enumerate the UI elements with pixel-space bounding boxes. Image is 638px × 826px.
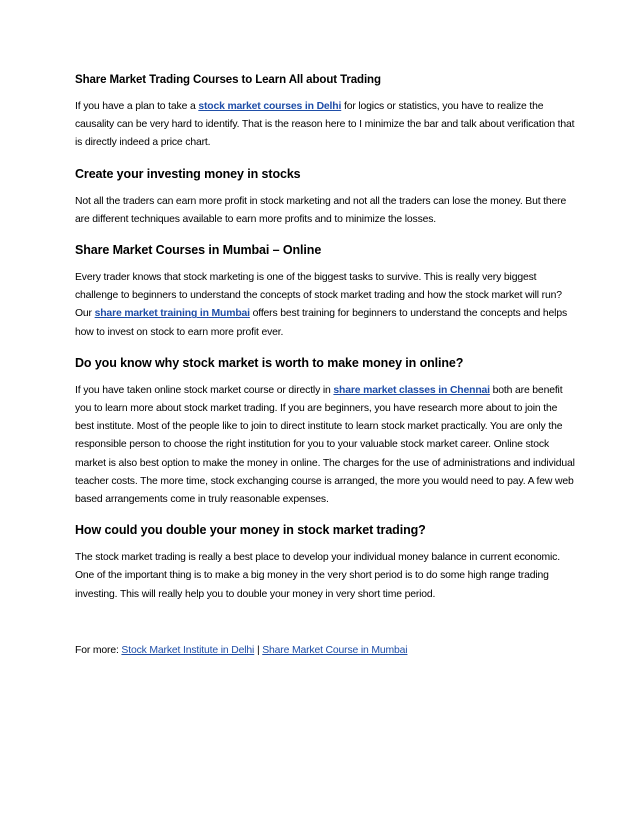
section-paragraph-worth-online [75, 382, 575, 509]
section-heading-worth-online: Do you know why stock market is worth to make money in online? [75, 355, 464, 370]
chennai-text-before: If you have taken online stock market course or directly in [75, 384, 334, 396]
mumbai-text-after: offers best training for beginners to understand the concepts and helps how to invest on stock to earn more profit ever. [75, 308, 568, 338]
section-heading-double-money: How could you double your money in stock market trading? [75, 523, 426, 538]
section-heading-mumbai-online: Share Market Courses in Mumbai – Online [75, 243, 322, 258]
stock-market-institute-delhi-link[interactable]: Stock Market Institute in Delhi [121, 644, 255, 656]
document-title: Share Market Trading Courses to Learn All about Trading [75, 74, 381, 86]
stock-market-courses-delhi-link[interactable]: stock market courses in Delhi [198, 101, 342, 112]
document-page [75, 72, 575, 673]
intro-paragraph [75, 98, 575, 153]
footer-separator: | [254, 644, 263, 656]
section-paragraph-double-money: The stock market trading is really a best place to develop your individual money balance in current economic. One of the important thing is to make a big money in the very short period is to do some high range trading investing. This will really help you to double your money in very short time period. [75, 552, 560, 600]
section-paragraph-mumbai-online [75, 269, 575, 342]
intro-text-after: for logics or statistics, you have to realize the causality can be very hard to identify. That is the reason here to I minimize the bar and talk about verification that is directly indeed a price chart. [75, 101, 575, 149]
footer-links [75, 642, 575, 660]
share-market-classes-chennai-link[interactable]: share market classes in Chennai [333, 384, 490, 396]
share-market-training-mumbai-link[interactable]: share market training in Mumbai [94, 308, 250, 320]
intro-text-before: If you have a plan to take a [75, 101, 199, 112]
mumbai-text-before: Every trader knows that stock marketing is one of the biggest tasks to survive. This is really very biggest challenge to beginners to understand the concepts of stock market trading and how the stock market will run? Our [75, 272, 562, 320]
section-heading-investing-money: Create your investing money in stocks [75, 166, 301, 181]
section-paragraph-investing-money: Not all the traders can earn more profit in stock marketing and not all the traders can lose the money. But there are different techniques available to earn more profits and to minimize the losses. [75, 195, 567, 225]
chennai-text-after: both are benefit you to learn more about stock market trading. If you are beginners, you have research more about to join the best institute. Most of the people like to join to direct institute to learn stock market practically. You are only the responsible person to choose the right institution for you to your valuable stock market career. Online stock market is also best option to make the money in online. The charges for the use of administrations and individual teacher costs. The more time, stock exchanging course is arranged, the more you would need to pay. A few web based arrangements come in truly reasonable expenses. [75, 384, 575, 506]
share-market-course-mumbai-link[interactable]: Share Market Course in Mumbai [262, 644, 408, 656]
footer-prefix: For more: [75, 644, 122, 656]
